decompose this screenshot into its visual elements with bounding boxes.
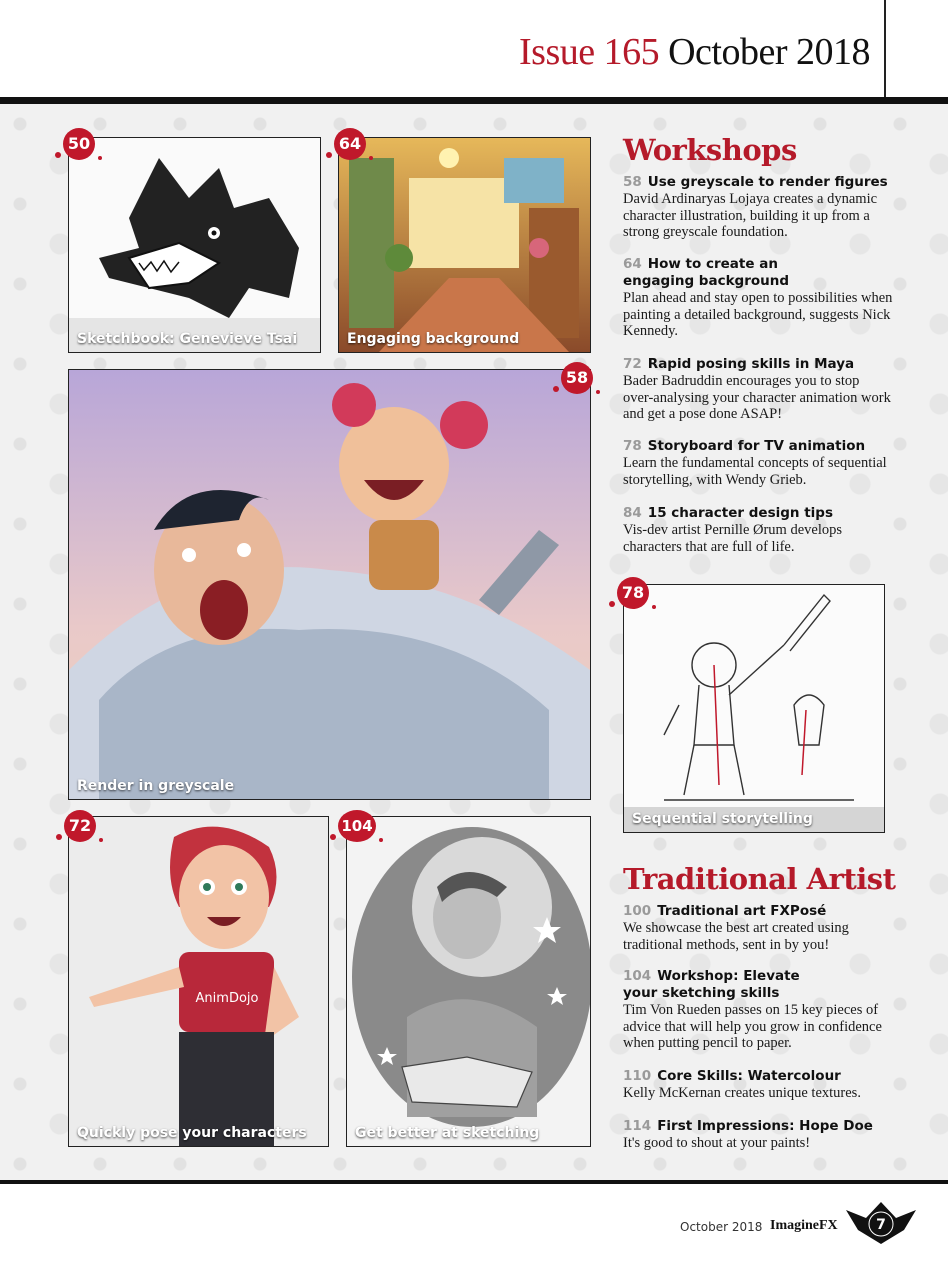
issue-title — [519, 30, 870, 74]
entry-title-text: Storyboard for TV animation — [647, 438, 866, 454]
entry-description: Kelly McKernan creates unique textures. — [623, 1085, 861, 1101]
entry-description: It's good to shout at your paints! — [623, 1135, 811, 1151]
page-number: 58 — [623, 174, 642, 190]
panel-caption: Render in greyscale — [77, 778, 235, 794]
entry-title — [623, 174, 893, 191]
entry-description: Plan ahead and stay open to possibilities when painting a detailed background, suggests Nick Kennedy. — [623, 290, 893, 339]
panel-caption: Sequential storytelling — [632, 811, 813, 827]
issue-date: October 2018 — [668, 31, 870, 73]
page-number: 110 — [623, 1068, 652, 1084]
panel-pose[interactable] — [68, 816, 329, 1147]
toc-entry[interactable] — [623, 1068, 893, 1102]
entry-title — [623, 968, 838, 1002]
entry-description: Vis-dev artist Pernille Ørum develops characters that are full of life. — [623, 522, 843, 555]
toc-entry[interactable] — [623, 174, 893, 241]
page-number: 84 — [623, 505, 642, 521]
toc-entry[interactable] — [623, 505, 893, 555]
entry-title-text: Rapid posing skills in Maya — [647, 356, 855, 372]
entry-title — [623, 1118, 893, 1135]
toc-entry[interactable] — [623, 1118, 893, 1152]
toc-entry[interactable] — [623, 438, 893, 488]
entry-title-text: Traditional art FXPosé — [657, 903, 827, 919]
panel-caption: Get better at sketching — [355, 1125, 540, 1141]
entry-title — [623, 903, 893, 920]
panel-storyboard[interactable] — [623, 584, 885, 833]
entry-description: Learn the fundamental concepts of sequential storytelling, with Wendy Grieb. — [623, 455, 887, 488]
page-badge-64: 64 — [334, 128, 366, 160]
pencil-portrait-illustration — [347, 817, 590, 1146]
werewolf-sketch-illustration — [69, 138, 320, 352]
panel-background[interactable] — [338, 137, 591, 353]
entry-title — [623, 505, 893, 522]
page-badge-58: 58 — [561, 362, 593, 394]
issue-number: Issue 165 — [519, 31, 660, 73]
entry-title-text: Workshop: Elevate your sketching skills — [623, 968, 800, 1001]
panel-caption: Quickly pose your characters — [77, 1125, 307, 1141]
page-number: 64 — [623, 256, 642, 272]
page-badge-78: 78 — [617, 577, 649, 609]
entry-title-text: 15 character design tips — [647, 505, 833, 521]
section-heading-workshops: Workshops — [623, 133, 797, 167]
page-number: 72 — [623, 356, 642, 372]
entry-description: We showcase the best art created using traditional methods, sent in by you! — [623, 920, 849, 953]
entry-title — [623, 438, 893, 455]
page-number: 78 — [623, 438, 642, 454]
panel-sketching[interactable] — [346, 816, 591, 1147]
entry-title — [623, 256, 803, 290]
page-number-emblem — [846, 1200, 916, 1246]
toc-entry[interactable] — [623, 356, 893, 423]
page-badge-72: 72 — [64, 810, 96, 842]
header-divider — [884, 0, 886, 97]
footer-brand-logo: ImagineFX — [770, 1218, 838, 1233]
page-number: 7 — [876, 1217, 886, 1233]
panel-sketchbook[interactable] — [68, 137, 321, 353]
entry-title-text: Core Skills: Watercolour — [657, 1068, 841, 1084]
footer-date: October 2018 — [680, 1220, 763, 1234]
entry-title-text: How to create an engaging background — [623, 256, 790, 289]
page-header — [0, 0, 948, 100]
storyboard-sketch-illustration — [624, 585, 884, 832]
toc-entry[interactable] — [623, 903, 893, 953]
entry-title-text: First Impressions: Hope Doe — [657, 1118, 873, 1134]
page-number: 114 — [623, 1118, 652, 1134]
entry-description: Tim Von Rueden passes on 15 key pieces of advice that will help you grow in confidence when putting pencil to paper. — [623, 1002, 882, 1051]
panel-caption: Sketchbook: Genevieve Tsai — [77, 331, 298, 347]
entry-title-text: Use greyscale to render figures — [647, 174, 888, 190]
panel-caption: Engaging background — [347, 331, 520, 347]
robot-and-girl-illustration — [69, 370, 590, 799]
room-interior-illustration — [339, 138, 590, 352]
entry-description: David Ardinaryas Lojaya creates a dynamic character illustration, building it up from a strong greyscale foundation. — [623, 191, 878, 240]
shirt-logo: AnimDojo — [195, 991, 259, 1006]
entry-title — [623, 1068, 893, 1085]
page-badge-104: 104 — [338, 810, 376, 842]
3d-character-illustration — [69, 817, 328, 1146]
page-footer — [0, 1184, 948, 1280]
page-number: 100 — [623, 903, 652, 919]
entry-title — [623, 356, 893, 373]
toc-entry[interactable] — [623, 256, 893, 340]
panel-greyscale[interactable] — [68, 369, 591, 800]
page-number: 104 — [623, 968, 652, 984]
toc-entry[interactable] — [623, 968, 893, 1052]
section-heading-traditional: Traditional Artist — [623, 862, 896, 896]
page-badge-50: 50 — [63, 128, 95, 160]
top-rule — [0, 97, 948, 104]
entry-description: Bader Badruddin encourages you to stop over-analysing your character animation work and get a pose done ASAP! — [623, 373, 891, 422]
